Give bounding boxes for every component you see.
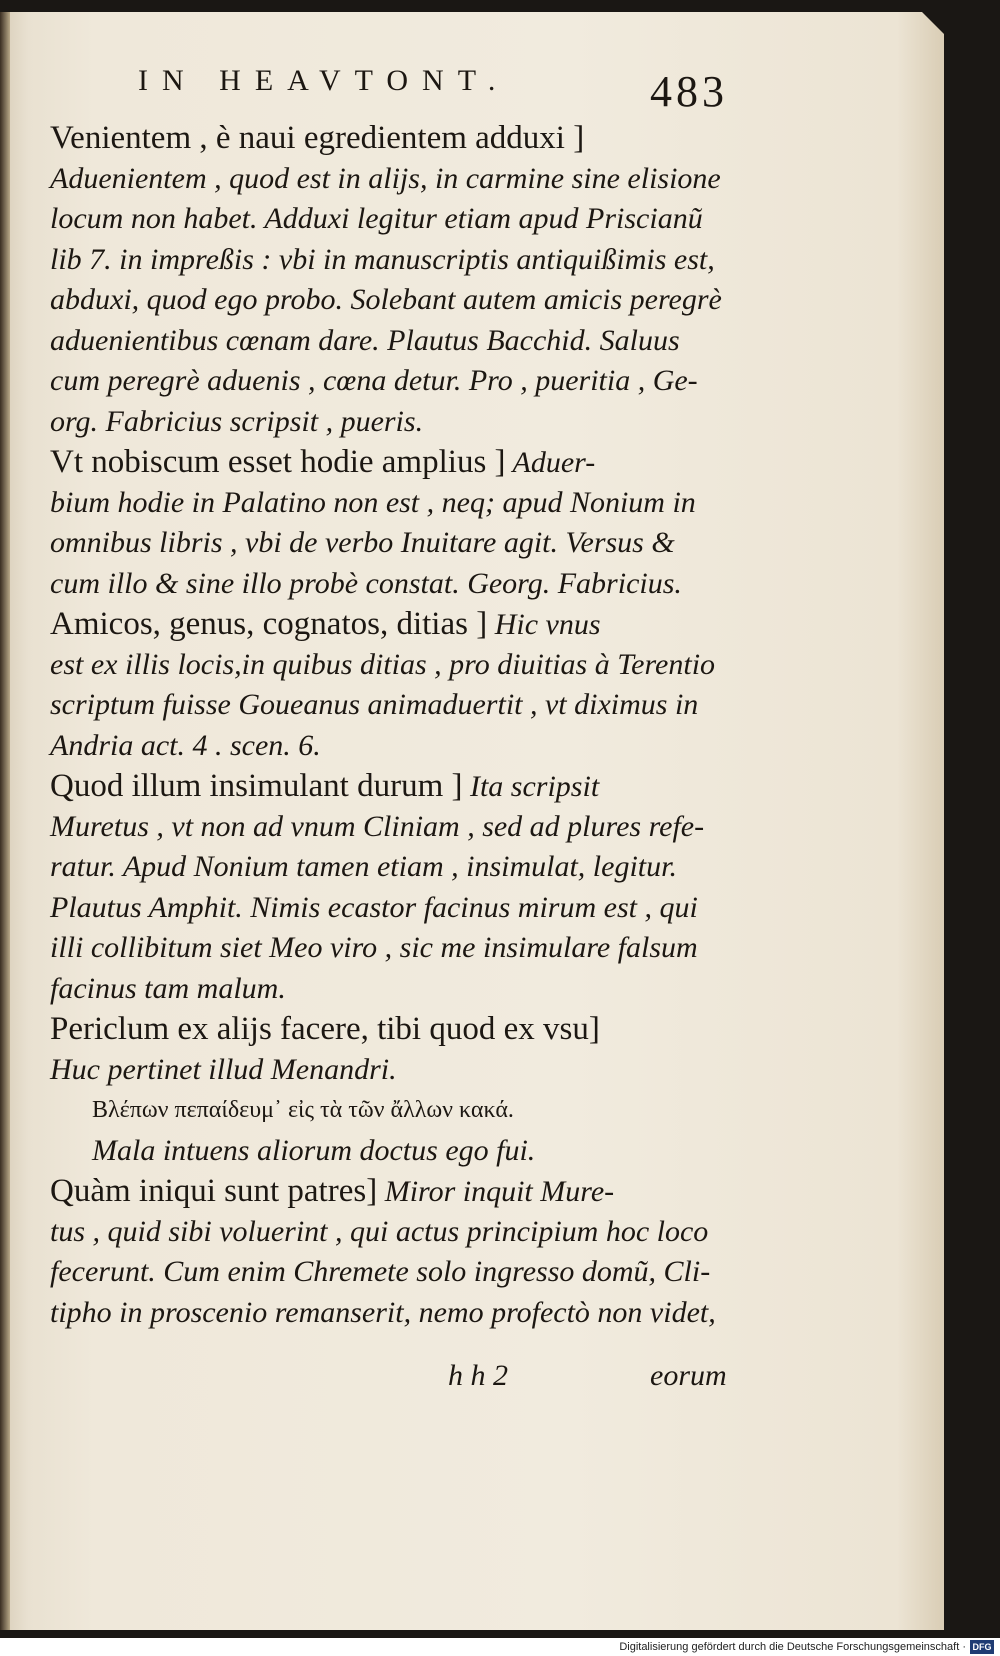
- lemma: Vt nobiscum esset hodie amplius ]: [50, 444, 506, 480]
- lemma: Periclum ex alijs facere, tibi quod ex vsu]: [50, 1011, 600, 1047]
- text-line: [50, 890, 740, 926]
- text-line: [50, 606, 740, 643]
- text-line: [50, 404, 740, 440]
- commentary: est ex illis locis,in quibus ditias , pro diuitias à Terentio: [50, 648, 716, 681]
- page-number: 483: [650, 67, 728, 116]
- commentary: bium hodie in Palatino non est , neq; apud Nonium in: [50, 486, 696, 519]
- text-line: [50, 930, 740, 966]
- commentary: omnibus libris , vbi de verbo Inuitare agit. Versus &: [50, 526, 675, 559]
- commentary: Muretus , vt non ad vnum Cliniam , sed ad plures refe-: [50, 810, 705, 843]
- commentary: Miror inquit Mure-: [377, 1175, 615, 1208]
- commentary: facinus tam malum.: [50, 972, 286, 1005]
- commentary: illi collibitum siet Meo viro , sic me insimulare falsum: [50, 931, 698, 964]
- text-line: [50, 809, 740, 845]
- text-line: [50, 849, 740, 885]
- commentary: aduenientibus cœnam dare. Plautus Bacchid. Saluus: [50, 324, 680, 357]
- page-gutter-shadow: [0, 12, 10, 1630]
- commentary: Andria act. 4 . scen. 6.: [50, 729, 321, 762]
- text-line: [50, 485, 740, 521]
- commentary: Plautus Amphit. Nimis ecastor facinus mirum est , qui: [50, 891, 698, 924]
- commentary: org. Fabricius scripsit , pueris.: [50, 405, 424, 438]
- commentary: Aduer-: [505, 446, 596, 479]
- text-line: [50, 566, 740, 602]
- text-line: [50, 242, 740, 278]
- text-line: [50, 444, 740, 481]
- latin-translation: Mala intuens aliorum doctus ego fui.: [92, 1134, 536, 1167]
- greek-quotation: Βλέπων πεπαίδευμ᾽ εἰς τὰ τῶν ἄλλων κακά.: [92, 1097, 514, 1123]
- text-line: [50, 768, 740, 805]
- text-line: [50, 647, 740, 683]
- text-line: [50, 525, 740, 561]
- text-line: [50, 728, 740, 764]
- text-line: [50, 1052, 740, 1088]
- running-head: IN HEAVTONT.: [138, 64, 510, 97]
- text-line: [50, 161, 740, 197]
- commentary: lib 7. in impreßis : vbi in manuscriptis antiquißimis est,: [50, 243, 715, 276]
- text-line: [50, 282, 740, 318]
- signature-mark: h h 2: [448, 1359, 508, 1392]
- commentary: scriptum fuisse Goueanus animaduertit , vt diximus in: [50, 688, 699, 721]
- footer-credit: Digitalisierung gefördert durch die Deutsche Forschungsgemeinschaft ·: [619, 1641, 966, 1653]
- text-line: [50, 687, 740, 723]
- commentary: abduxi, quod ego probo. Solebant autem amicis peregrè: [50, 283, 722, 316]
- commentary: Ita scripsit: [462, 770, 600, 803]
- text-line: [50, 1173, 740, 1210]
- text-line: [50, 323, 740, 359]
- text-line: [50, 1214, 740, 1250]
- page-corner: [920, 10, 946, 36]
- text-line: [50, 971, 740, 1007]
- commentary: ratur. Apud Nonium tamen etiam , insimulat, legitur.: [50, 850, 677, 883]
- dfg-logo: DFG: [970, 1640, 994, 1654]
- lemma: Amicos, genus, cognatos, ditias ]: [50, 606, 488, 642]
- lemma: Venientem , è naui egredientem adduxi ]: [50, 120, 585, 156]
- commentary: tus , quid sibi voluerint , qui actus principium hoc loco: [50, 1215, 709, 1248]
- commentary: Huc pertinet illud Menandri.: [50, 1053, 397, 1086]
- commentary: locum non habet. Adduxi legitur etiam apud Priscianũ: [50, 202, 703, 235]
- commentary: Hic vnus: [487, 608, 601, 641]
- text-line: [50, 1011, 740, 1048]
- commentary: cum illo & sine illo probè constat. Georg. Fabricius.: [50, 567, 682, 600]
- text-line: [50, 363, 740, 399]
- commentary: fecerunt. Cum enim Chremete solo ingresso domũ, Cli-: [50, 1255, 711, 1288]
- text-line: [50, 201, 740, 237]
- lemma: Quàm iniqui sunt patres]: [50, 1173, 378, 1209]
- lemma: Quod illum insimulant durum ]: [50, 768, 463, 804]
- text-line: [50, 120, 740, 157]
- commentary: Aduenientem , quod est in alijs, in carmine sine elisione: [50, 162, 721, 195]
- commentary: cum peregrè aduenis , cœna detur. Pro , pueritia , Ge-: [50, 364, 698, 397]
- text-line: [50, 1295, 740, 1331]
- catchword: eorum: [650, 1359, 727, 1392]
- text-line: [50, 1254, 740, 1290]
- commentary: tipho in proscenio remanserit, nemo profectò non videt,: [50, 1296, 716, 1329]
